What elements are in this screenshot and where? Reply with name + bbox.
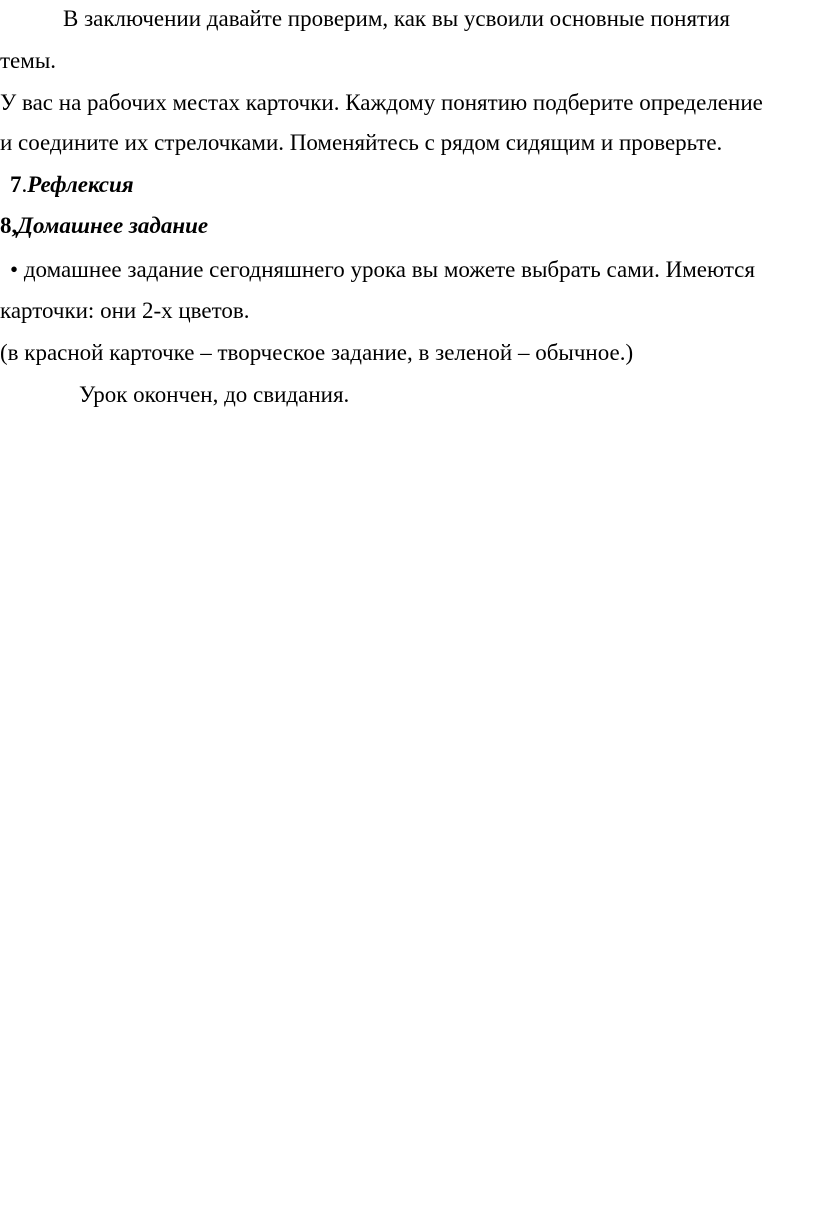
bullet-icon: • xyxy=(10,257,19,282)
homework-line-1 xyxy=(10,256,755,284)
homework-text-1: домашнее задание сегодняшнего урока вы можете выбрать сами. Имеются xyxy=(23,257,755,282)
section-7-number: 7 xyxy=(10,172,22,197)
homework-line-3: (в красной карточке – творческое задание, в зеленой – обычное.) xyxy=(0,340,634,365)
section-7-title: Рефлексия xyxy=(27,172,134,197)
closing-line: Урок окончен, до свидания. xyxy=(79,382,350,407)
section-7-heading xyxy=(10,171,134,199)
instruction-line-2: и соедините их стрелочками. Поменяйтесь с рядом сидящим и проверьте. xyxy=(0,130,723,155)
instruction-line-1: У вас на рабочих местах карточки. Каждому понятию подберите определение xyxy=(0,90,763,115)
section-7-separator: . xyxy=(21,172,28,197)
homework-line-2: карточки: они 2-х цветов. xyxy=(0,298,250,323)
intro-line-1: В заключении давайте проверим, как вы усвоили основные понятия xyxy=(63,6,730,31)
section-8-heading xyxy=(0,212,208,240)
section-8-number: 8, xyxy=(0,213,18,238)
intro-line-2: темы. xyxy=(0,48,57,73)
section-8-title: Домашнее задание xyxy=(17,213,209,238)
